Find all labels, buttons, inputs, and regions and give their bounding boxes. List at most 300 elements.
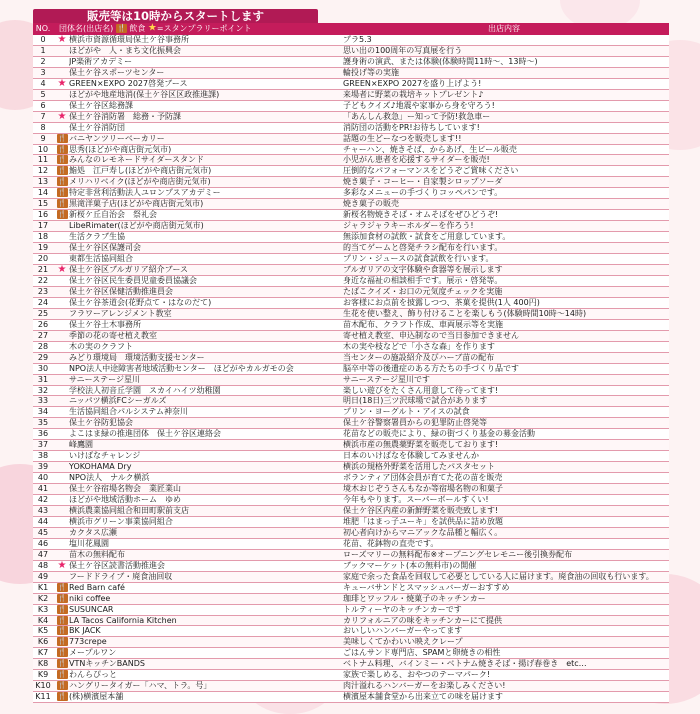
booth-content: 新桜名物焼きそば・オムそばをぜひどうぞ! xyxy=(343,210,499,220)
row-marker xyxy=(55,79,69,89)
group-name: ほどがや 人・まち文化振興会 xyxy=(69,45,181,55)
booth-content: チャーハン、焼きそば、からあげ、生ビール販売 xyxy=(343,144,517,154)
row-marker-empty xyxy=(55,331,69,341)
row-number: K3 xyxy=(37,604,49,614)
group-name: バニヤンツリーベーカリー xyxy=(69,133,165,143)
booth-content: 保土ケ谷警察署員からの犯罪防止啓発等 xyxy=(343,418,487,428)
row-marker-empty xyxy=(55,243,69,253)
table-row xyxy=(33,407,669,418)
group-name: 特定非営利活動法人ユロンプスアカデミー xyxy=(69,188,221,198)
table-row xyxy=(33,605,669,616)
booth-content: 保土ケ谷区内産の新鮮野菜を販売致します! xyxy=(343,505,499,515)
booth-content: 美味しくてかわいい映えクレープ xyxy=(343,637,463,647)
food-icon: 🍴 xyxy=(57,144,67,153)
table-row xyxy=(33,134,669,145)
booth-content: ブルガリアの文字体験や食器等を展示します xyxy=(343,265,503,275)
table-row xyxy=(33,309,669,320)
row-marker-empty xyxy=(55,506,69,516)
row-number: 27 xyxy=(37,330,49,340)
row-marker-empty xyxy=(55,298,69,308)
group-name: 保土ケ谷区保護司会 xyxy=(69,243,141,253)
row-number: 8 xyxy=(40,122,46,132)
table-row xyxy=(33,298,669,309)
row-marker-empty xyxy=(55,495,69,505)
row-number: 28 xyxy=(37,341,49,351)
group-name: カクタス広瀬 xyxy=(69,527,117,537)
booth-content: 来場者に野菜の栽培キットプレゼント♪ xyxy=(343,89,484,99)
row-marker xyxy=(55,681,69,691)
table-row xyxy=(33,594,669,605)
table-row xyxy=(33,692,669,703)
row-number: 31 xyxy=(37,374,49,384)
group-name: 横浜市グリーン事業協同組合 xyxy=(69,516,173,526)
row-number: K2 xyxy=(37,593,49,603)
table-row xyxy=(33,572,669,583)
booth-content: 苗木配布、クラフト作成、車両展示等を実施 xyxy=(343,319,503,329)
row-number: 7 xyxy=(40,111,46,121)
booth-content: 子どもクイズ♪地震や家事から身を守ろう! xyxy=(343,100,495,110)
booth-content: 境木おじぞうさんもなか等宿場名物の和菓子 xyxy=(343,484,503,494)
table-row xyxy=(33,112,669,123)
group-name: GREEN×EXPO 2027啓発ブース xyxy=(69,78,188,88)
booth-content: ジャラジャラキーホルダーを作ろう! xyxy=(343,221,474,231)
booth-content: ベトナム料理、バインミー・ベトナム焼きそば・揚げ春巻き etc… xyxy=(343,659,587,669)
group-name: ほどがや地域活動ホーム ゆめ xyxy=(69,495,181,505)
row-marker-empty xyxy=(55,462,69,472)
row-marker xyxy=(55,188,69,198)
row-number: 43 xyxy=(37,505,49,515)
row-number: K8 xyxy=(37,659,49,669)
row-number: 29 xyxy=(37,352,49,362)
row-number: 46 xyxy=(37,538,49,548)
group-name: ニッパツ横浜FCシーガルズ xyxy=(69,396,167,406)
group-name: 塩川花鳳園 xyxy=(69,538,109,548)
group-name: 思秀(ほどがや商店街元気市) xyxy=(69,144,172,154)
group-name: NPO法人中途障害者地域活動センター ほどがやカルガモの会 xyxy=(69,363,294,373)
food-icon: 🍴 xyxy=(57,166,67,175)
booth-content: 焼き菓子・コーヒー・自家製シロップソーダ xyxy=(343,177,503,187)
table-row xyxy=(33,681,669,692)
row-number: 26 xyxy=(37,319,49,329)
table-row xyxy=(33,57,669,68)
table-row xyxy=(33,155,669,166)
table-row xyxy=(33,221,669,232)
row-number: 36 xyxy=(37,429,49,439)
group-name: よこはま緑の推進団体 保土ケ谷区連絡会 xyxy=(69,429,221,439)
table-row xyxy=(33,68,669,79)
table-row xyxy=(33,243,669,254)
table-row xyxy=(33,375,669,386)
booth-content: プリン・ヨーグルト・アイスの試食 xyxy=(343,407,470,417)
food-icon: 🍴 xyxy=(116,24,126,32)
row-marker-empty xyxy=(55,473,69,483)
row-marker-empty xyxy=(55,364,69,374)
booth-content: 無添加食材の試飲・試食をご用意しています。 xyxy=(343,232,511,242)
row-number: 37 xyxy=(37,440,49,450)
row-marker-empty xyxy=(55,418,69,428)
row-number: 21 xyxy=(37,265,49,275)
group-name: 保土ケ谷消防署 総務・予防課 xyxy=(69,111,181,121)
table-row xyxy=(33,265,669,276)
header-group-label: 団体名(出店名) xyxy=(59,24,114,33)
group-name: LibeRimater(ほどがや商店街元気市) xyxy=(69,221,204,231)
booth-content: ブックマーケット(本の無料市)の開催 xyxy=(343,560,477,570)
row-number: 20 xyxy=(37,254,49,264)
row-number: 45 xyxy=(37,527,49,537)
table-row xyxy=(33,287,669,298)
booth-content: 的当てゲームと啓発チラシ配布を行います。 xyxy=(343,243,503,253)
row-marker-empty xyxy=(55,517,69,527)
row-marker xyxy=(55,561,69,571)
table-row xyxy=(33,517,669,528)
group-name: 新桜ケ丘自治会 祭礼会 xyxy=(69,210,157,220)
row-number: 39 xyxy=(37,462,49,472)
group-name: 東都生活協同組合 xyxy=(69,254,133,264)
row-number: 5 xyxy=(40,89,46,99)
food-icon: 🍴 xyxy=(57,659,67,668)
star-icon: ★ xyxy=(147,22,157,34)
food-icon: 🍴 xyxy=(57,188,67,197)
food-icon: 🍴 xyxy=(57,681,67,690)
booth-content: 生花を使い整え、飾り付けることを楽しもう(体験時間10時〜14時) xyxy=(343,308,587,318)
booth-content: 話題の生どーなつを販売します!! xyxy=(343,133,462,143)
booth-content: トルティーヤのキッチンカーです xyxy=(343,604,462,614)
group-name: 木の実のクラフト xyxy=(69,341,133,351)
row-marker-empty xyxy=(55,309,69,319)
booth-content: 小児がん患者を応援するサイダーを販売! xyxy=(343,155,490,165)
row-number: 41 xyxy=(37,484,49,494)
booth-content: 家族で楽しめる、おやつのテーマパーク! xyxy=(343,670,491,680)
row-number: 30 xyxy=(37,363,49,373)
table-row xyxy=(33,451,669,462)
row-number: 19 xyxy=(37,243,49,253)
table-row xyxy=(33,90,669,101)
booth-content: 寄せ植え教室、申込制なので当日参加できません xyxy=(343,330,519,340)
row-number: 44 xyxy=(37,516,49,526)
row-number: 40 xyxy=(37,473,49,483)
start-time-banner: 販売等は10時からスタートします xyxy=(33,9,318,23)
row-marker xyxy=(55,155,69,165)
group-name: 黒滝洋菓子店(ほどがや商店街元気市) xyxy=(69,199,204,209)
row-number: K9 xyxy=(37,670,49,680)
row-marker-empty xyxy=(55,90,69,100)
booth-content: 「あんしん救急」ー知って予防!救急車ー xyxy=(343,111,491,121)
booth-content: 横濱屋本舗食堂から出来立ての味を届けます xyxy=(343,692,503,702)
booth-content: サニーステージ星川です xyxy=(343,374,430,384)
booth-content: GREEN×EXPO 2027を盛り上げよう! xyxy=(343,78,482,88)
row-marker xyxy=(55,692,69,702)
booth-content: 家庭で余った食品を回収して必要としている人に届けます。廃食油の回収も行います。 xyxy=(343,571,654,581)
group-name: わんらぴっと xyxy=(69,670,117,680)
booth-content: 日本のいけばなを体験してみませんか xyxy=(343,451,479,461)
row-marker-empty xyxy=(55,386,69,396)
booth-content: 多彩なメニューの手づくりコッペパンです。 xyxy=(343,188,503,198)
group-name: フラワーアレンジメント教室 xyxy=(69,308,172,318)
row-number: K11 xyxy=(35,692,51,702)
row-marker xyxy=(55,605,69,615)
food-icon: 🍴 xyxy=(57,210,67,219)
booth-content: ローズマリーの無料配布※オープニングセレモニー後引換券配布 xyxy=(343,549,573,559)
row-marker-empty xyxy=(55,68,69,78)
row-marker-empty xyxy=(55,396,69,406)
row-number: 24 xyxy=(37,297,49,307)
table-row xyxy=(33,648,669,659)
row-number: 25 xyxy=(37,308,49,318)
row-number: 17 xyxy=(37,221,49,231)
row-marker xyxy=(55,35,69,45)
row-marker-empty xyxy=(55,254,69,264)
group-name: SUSUNCAR xyxy=(69,604,114,614)
row-marker xyxy=(55,583,69,593)
table-row xyxy=(33,177,669,188)
row-number: K7 xyxy=(37,648,49,658)
booth-content: 輪投げ等の実施 xyxy=(343,67,399,77)
row-number: 15 xyxy=(37,199,49,209)
table-row xyxy=(33,320,669,331)
group-name: 保土ケ谷区ブルガリア紹介ブース xyxy=(69,265,189,275)
table-row xyxy=(33,616,669,627)
booth-content: 思い出の100周年の写真展を行う xyxy=(343,45,463,55)
row-number: K1 xyxy=(37,582,49,592)
row-number: 34 xyxy=(37,407,49,417)
row-marker xyxy=(55,659,69,669)
row-marker-empty xyxy=(55,232,69,242)
table-row xyxy=(33,232,669,243)
row-number: 9 xyxy=(40,133,46,143)
row-marker-empty xyxy=(55,320,69,330)
row-number: 4 xyxy=(40,78,46,88)
table-row xyxy=(33,145,669,156)
row-marker-empty xyxy=(55,221,69,231)
header-group xyxy=(53,23,339,35)
row-marker-empty xyxy=(55,101,69,111)
row-number: 49 xyxy=(37,571,49,581)
booth-content: 堆肥「はまっ子ユーキ」を試供品に詰め放題 xyxy=(343,516,503,526)
group-name: BK JACK xyxy=(69,626,101,636)
table-row xyxy=(33,101,669,112)
table-row xyxy=(33,396,669,407)
booth-content: キューバサンドとスマッシュバーガーおすすめ xyxy=(343,582,510,592)
group-name: LA Tacos California Kitchen xyxy=(69,615,177,625)
booth-content: 今年もやります。スーパーボールすくい! xyxy=(343,495,489,505)
row-number: K10 xyxy=(35,681,51,691)
group-name: YOKOHAMA Dry xyxy=(69,462,132,472)
row-number: 12 xyxy=(37,166,49,176)
row-marker-empty xyxy=(55,451,69,461)
group-name: みどり環境局 環境活動支援センター xyxy=(69,352,205,362)
booth-content: 明日(18日)三ツ沢球場で試合があります xyxy=(343,396,488,406)
table-row xyxy=(33,276,669,287)
row-number: 6 xyxy=(40,100,46,110)
header-content: 出店内容 xyxy=(339,23,669,35)
table-row xyxy=(33,254,669,265)
booth-content: プラ5.3 xyxy=(343,35,372,44)
food-icon: 🍴 xyxy=(57,177,67,186)
table-row xyxy=(33,353,669,364)
table-row xyxy=(33,637,669,648)
food-icon: 🍴 xyxy=(57,648,67,657)
group-name: VTNキッチンBANDS xyxy=(69,659,145,669)
group-name: 保土ケ谷スポーツセンター xyxy=(69,67,165,77)
booth-content: おいしいハンバーガーやってます xyxy=(343,626,463,636)
group-name: メリハリベイク(ほどがや商店街元気市) xyxy=(69,177,211,187)
group-name: 横浜市資源循環局保土ケ谷事務所 xyxy=(69,35,189,44)
row-number: 10 xyxy=(37,144,49,154)
booth-content: たばこクイズ・お口の元気度チェックを実施 xyxy=(343,286,503,296)
group-name: 保土ケ谷防犯協会 xyxy=(69,418,133,428)
group-name: JP楽術アカデミー xyxy=(69,56,133,66)
booth-content: ごはんサンド専門店、SPAMと卵焼きの相性 xyxy=(343,648,501,658)
group-name: いけばなチャレンジ xyxy=(69,451,141,461)
booth-content: 身近な福祉の相談相手です。展示・啓発等。 xyxy=(343,275,503,285)
row-marker-empty xyxy=(55,484,69,494)
row-marker xyxy=(55,670,69,680)
booth-content: 焼き菓子の販売 xyxy=(343,199,399,209)
food-icon: 🍴 xyxy=(57,199,67,208)
table-row xyxy=(33,210,669,221)
group-name: 生活クラブ生協 xyxy=(69,232,125,242)
booth-content: カリフォルニアの味をキッチンカーにて提供 xyxy=(343,615,503,625)
row-marker xyxy=(55,199,69,209)
group-name: 保土ケ谷区読書活動推進会 xyxy=(69,560,165,570)
group-name: 保土ケ谷消防団 xyxy=(69,122,125,132)
group-name: 横浜農業協同組合和田町駅前支店 xyxy=(69,505,189,515)
row-number: K4 xyxy=(37,615,49,625)
booth-content: 脳卒中等の後遺症のある方たちの手づくり品です xyxy=(343,363,519,373)
row-marker xyxy=(55,265,69,275)
booth-content: 当センターの施設紹介及びハーブ苗の配布 xyxy=(343,352,495,362)
food-icon: 🍴 xyxy=(57,133,67,142)
row-marker xyxy=(55,616,69,626)
table-row xyxy=(33,386,669,397)
group-name: ほどがや地産地消(保土ケ谷区区政推進課) xyxy=(69,89,220,99)
group-name: 保土ケ谷茶道会(花野点て・はなのだて) xyxy=(69,297,212,307)
booth-content: 横浜の規格外野菜を活用したパスタセット xyxy=(343,462,495,472)
group-name: 保土ケ谷区民生委員児童委員協議会 xyxy=(69,275,197,285)
row-number: 42 xyxy=(37,495,49,505)
row-number: 2 xyxy=(40,56,46,66)
group-name: 苗木の無料配布 xyxy=(69,549,125,559)
table-row xyxy=(33,429,669,440)
table-row xyxy=(33,626,669,637)
booth-content: 珈琲とワッフル・焼菓子のキッチンカー xyxy=(343,593,486,603)
table-row xyxy=(33,342,669,353)
row-number: 1 xyxy=(40,45,46,55)
food-icon: 🍴 xyxy=(57,593,67,602)
group-name: メープルワン xyxy=(69,648,117,658)
row-number: 18 xyxy=(37,232,49,242)
table-row xyxy=(33,670,669,681)
row-number: 3 xyxy=(40,67,46,77)
group-name: 保土ケ谷区総務課 xyxy=(69,100,133,110)
header-no: NO. xyxy=(33,23,53,35)
food-icon: 🍴 xyxy=(57,670,67,679)
group-name: みんなのレモネードサイダースタンド xyxy=(69,155,205,165)
table-row xyxy=(33,331,669,342)
table-row xyxy=(33,539,669,550)
group-name: 保土ケ谷宿場名物会 業匠業山 xyxy=(69,484,181,494)
group-name: niki coffee xyxy=(69,593,111,603)
table-row xyxy=(33,364,669,375)
row-number: 32 xyxy=(37,385,49,395)
booth-content: 初心者向けからマニアックな品種と幅広く。 xyxy=(343,527,503,537)
row-marker-empty xyxy=(55,550,69,560)
booth-content: プリン・ジュースの試食試飲を行います。 xyxy=(343,254,494,264)
group-name: 保土ケ谷土木事務所 xyxy=(69,319,141,329)
row-marker xyxy=(55,637,69,647)
row-number: 48 xyxy=(37,560,49,570)
row-marker-empty xyxy=(55,123,69,133)
table-row xyxy=(33,188,669,199)
row-marker-empty xyxy=(55,375,69,385)
table-row xyxy=(33,659,669,670)
table-row xyxy=(33,495,669,506)
row-marker xyxy=(55,177,69,187)
row-marker-empty xyxy=(55,407,69,417)
group-name: ハングリータイガー「ハマ、トラ。号」 xyxy=(69,681,212,691)
table-row xyxy=(33,79,669,90)
booth-content: 圧倒的なパフォーマンスをどうぞご賞味ください xyxy=(343,166,519,176)
row-number: 14 xyxy=(37,188,49,198)
row-marker xyxy=(55,626,69,636)
table-row xyxy=(33,440,669,451)
group-name: 季節の花の寄せ植え教室 xyxy=(69,330,157,340)
row-number: K5 xyxy=(37,626,49,636)
table-row xyxy=(33,46,669,57)
booth-content: 護身術の演武、または体験(体験時間11時〜、13時〜) xyxy=(343,56,538,66)
group-name: 学校法人初音丘学園 スカイハイツ幼稚園 xyxy=(69,385,221,395)
row-marker-empty xyxy=(55,429,69,439)
table-row xyxy=(33,550,669,561)
row-marker-empty xyxy=(55,342,69,352)
row-number: 23 xyxy=(37,286,49,296)
row-marker-empty xyxy=(55,353,69,363)
row-marker-empty xyxy=(55,539,69,549)
row-marker xyxy=(55,145,69,155)
row-marker-empty xyxy=(55,57,69,67)
group-name: (株)横濱屋本舗 xyxy=(69,692,124,702)
table-row xyxy=(33,561,669,572)
booth-content: 消防団の活動をPR!お待ちしています! xyxy=(343,122,480,132)
food-icon: 🍴 xyxy=(57,604,67,613)
row-marker-empty xyxy=(55,46,69,56)
row-number: 33 xyxy=(37,396,49,406)
star-icon: ★ xyxy=(57,265,67,275)
row-marker xyxy=(55,594,69,604)
food-icon: 🍴 xyxy=(57,692,67,701)
group-name: 峰鷹園 xyxy=(69,440,93,450)
group-name: サニーステージ星川 xyxy=(69,374,140,384)
star-icon: ★ xyxy=(57,111,67,122)
row-marker xyxy=(55,210,69,220)
table-row xyxy=(33,528,669,539)
booth-content: 楽しい遊びをたくさん用意して待ってます! xyxy=(343,385,499,395)
group-name: Red Barn café xyxy=(69,582,125,592)
table-row xyxy=(33,473,669,484)
booth-content: 花苗などの販売により、緑の街づくり基金の募金活動 xyxy=(343,429,535,439)
star-icon: ★ xyxy=(57,35,67,45)
row-marker xyxy=(55,112,69,122)
table-row xyxy=(33,123,669,134)
booth-content: 肉汁溢れるハンバーガーをお楽しみください! xyxy=(343,681,506,691)
booth-content: 木の実や枝などで「小さな森」を作ります xyxy=(343,341,495,351)
row-marker xyxy=(55,134,69,144)
row-number: 13 xyxy=(37,177,49,187)
booth-content: お客様にお点前を披露しつつ、茶菓を提供(1人 400円) xyxy=(343,297,540,307)
table-body xyxy=(33,35,669,703)
booth-content: ボランティア団体会員が育てた花の苗を販売 xyxy=(343,473,503,483)
stamp-legend-label: =スタンプラリーポイント xyxy=(156,24,252,33)
